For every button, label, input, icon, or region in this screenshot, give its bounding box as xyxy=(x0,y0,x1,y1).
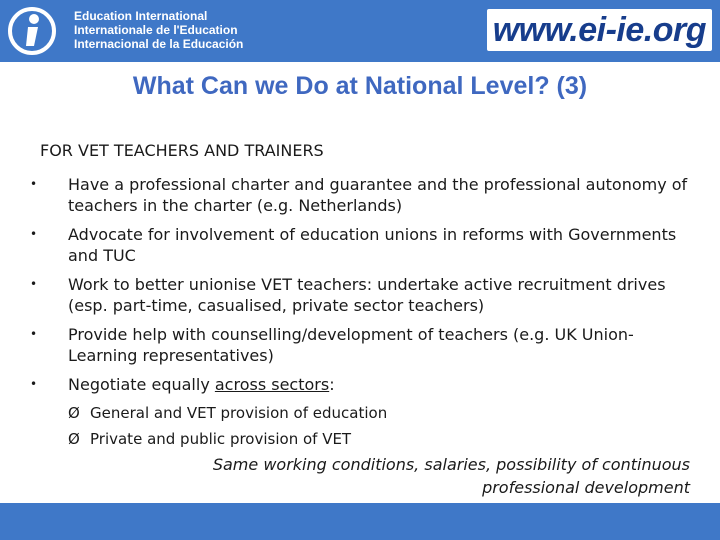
org-name-fr: Internationale de l'Education xyxy=(74,23,238,37)
header-banner xyxy=(0,0,720,62)
bullet-list xyxy=(0,174,720,403)
website-url[interactable]: www.ei-ie.org xyxy=(487,9,712,51)
section-heading: FOR VET TEACHERS AND TRAINERS xyxy=(40,141,324,160)
bullet-text: Have a professional charter and guarantee and the professional autonomy of teachers in the charter (e.g. Netherlands) xyxy=(68,175,688,215)
conclusion-text: Same working conditions, salaries, possibility of continuous professional development xyxy=(212,455,690,497)
bullet-marker: • xyxy=(30,177,38,191)
bullet-item xyxy=(0,274,698,316)
bullet-marker: • xyxy=(30,327,38,341)
bullet-item xyxy=(0,374,698,395)
sub-bullet-item xyxy=(68,426,387,452)
bullet-item xyxy=(0,224,698,266)
bullet-text-underlined: across sectors xyxy=(214,375,330,394)
arrow-bullet-icon: Ø xyxy=(68,430,80,448)
footer-bar xyxy=(0,503,720,540)
sub-bullet-item xyxy=(68,400,387,426)
slide-title: What Can we Do at National Level? (3) xyxy=(132,72,588,100)
bullet-text: Provide help with counselling/development of teachers (e.g. UK Union-Learning representatives) xyxy=(68,325,634,365)
organization-names xyxy=(74,9,243,51)
sub-bullet-text: General and VET provision of education xyxy=(90,404,388,422)
ei-logo-icon xyxy=(6,6,58,56)
bullet-text-prefix: Negotiate equally xyxy=(68,375,215,394)
bullet-text: Work to better unionise VET teachers: undertake active recruitment drives (esp. part-time, casualised, private sector teachers) xyxy=(68,275,666,315)
bullet-marker: • xyxy=(30,227,38,241)
bullet-marker: • xyxy=(30,277,38,291)
bullet-marker: • xyxy=(30,377,38,391)
sub-bullet-text: Private and public provision of VET xyxy=(90,430,352,448)
bullet-item xyxy=(0,324,698,366)
bullet-item xyxy=(0,174,698,216)
org-name-es: Internacional de la Educación xyxy=(74,37,244,51)
arrow-bullet-icon: Ø xyxy=(68,404,80,422)
sub-bullet-list xyxy=(68,400,387,452)
org-name-en: Education International xyxy=(74,9,208,23)
bullet-text: Advocate for involvement of education unions in reforms with Governments and TUC xyxy=(68,225,677,265)
bullet-text-suffix: : xyxy=(329,375,335,394)
